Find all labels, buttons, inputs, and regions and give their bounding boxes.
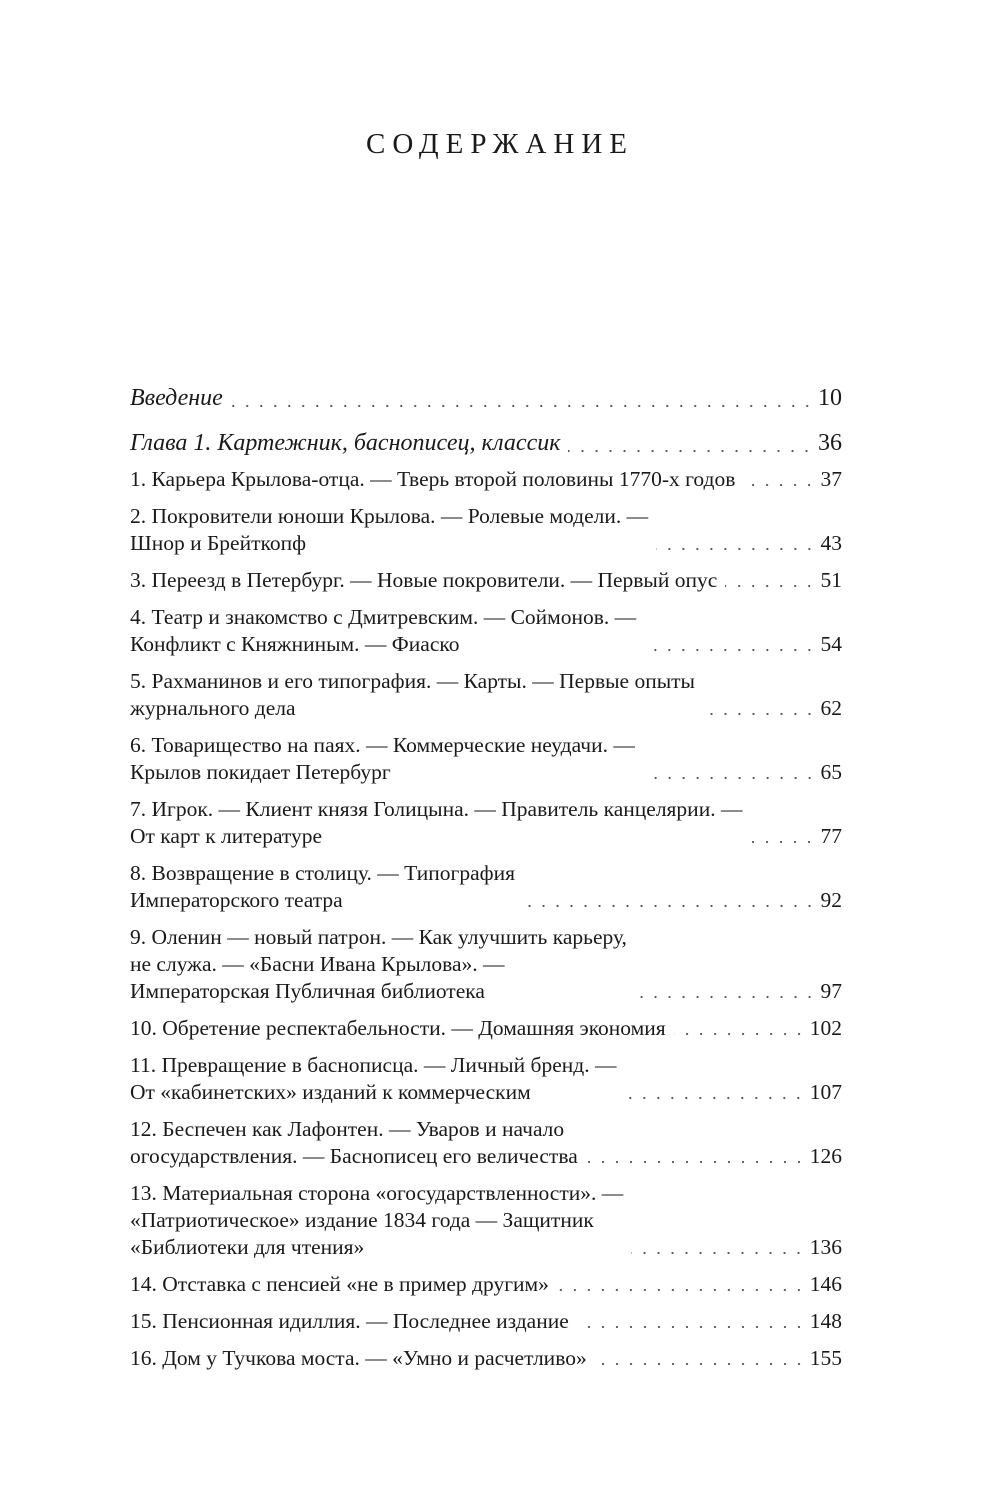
toc-page-number: 155	[809, 1346, 842, 1370]
toc-entry-section-13[interactable]	[130, 1180, 842, 1261]
toc-entry-section-8[interactable]	[130, 860, 842, 914]
toc-entry-title: Глава 1. Картежник, баснописец, классик	[130, 430, 561, 456]
toc-entry-title: 1. Карьера Крылова-отца. — Тверь второй половины 1770-х годов	[130, 467, 736, 491]
table-of-contents	[130, 380, 842, 1382]
page-title: СОДЕРЖАНИЕ	[366, 128, 634, 160]
toc-entry-section-16[interactable]	[130, 1345, 842, 1372]
toc-page-number: 10	[818, 385, 842, 411]
toc-page-number: 77	[820, 824, 842, 848]
toc-entry-title: 3. Переезд в Петербург. — Новые покровители. — Первый опус	[130, 568, 718, 592]
dot-leader	[523, 881, 817, 908]
toc-entry-title: 8. Возвращение в столицу. — Типография Императорского театра	[130, 861, 515, 912]
toc-entry-section-1[interactable]	[130, 466, 842, 493]
dot-leader	[568, 417, 814, 453]
toc-entry-section-6[interactable]	[130, 732, 842, 786]
dot-leader	[231, 372, 814, 408]
dot-leader	[643, 753, 817, 780]
toc-entry-section-2[interactable]	[130, 503, 842, 557]
dot-leader	[743, 460, 816, 487]
toc-page-number: 37	[820, 467, 842, 491]
dot-leader	[631, 1228, 806, 1255]
dot-leader	[674, 1009, 806, 1036]
toc-page-number: 54	[820, 632, 842, 656]
toc-entry-title: 15. Пенсионная идиллия. — Последнее издание	[130, 1309, 569, 1333]
toc-page-number: 51	[820, 568, 842, 592]
toc-page-number: 62	[820, 696, 842, 720]
dot-leader	[725, 561, 816, 588]
dot-leader	[595, 1339, 806, 1366]
toc-page-number: 107	[809, 1080, 842, 1104]
toc-entry-title: 6. Товарищество на паях. — Коммерческие неудачи. — Крылов покидает Петербург	[130, 733, 635, 784]
toc-entry-title: 9. Оленин — новый патрон. — Как улучшить карьеру, не служа. — «Басни Ивана Крылова». — Императорская Публичная библиотека	[130, 925, 627, 1003]
toc-page-number: 65	[820, 760, 842, 784]
toc-entry-title: 10. Обретение респектабельности. — Домашняя экономия	[130, 1016, 666, 1040]
toc-page-number: 136	[809, 1235, 842, 1259]
toc-page-number: 43	[820, 531, 842, 555]
toc-entry-title: Введение	[130, 385, 223, 411]
dot-leader	[644, 625, 816, 652]
toc-entry-section-14[interactable]	[130, 1271, 842, 1298]
dot-leader	[624, 1073, 805, 1100]
toc-entry-title: 5. Рахманинов и его типография. — Карты. — Первые опыты журнального дела	[130, 669, 696, 720]
toc-page-number: 126	[809, 1144, 842, 1168]
toc-entry-title: 2. Покровители юноши Крылова. — Ролевые модели. — Шнор и Брейткопф	[130, 504, 649, 555]
dot-leader	[577, 1302, 806, 1329]
toc-page-number: 146	[809, 1272, 842, 1296]
toc-entry-title: 16. Дом у Тучкова моста. — «Умно и расчетливо»	[130, 1346, 587, 1370]
toc-entry-title: 14. Отставка с пенсией «не в пример другим»	[130, 1272, 549, 1296]
dot-leader	[656, 524, 816, 551]
toc-entry-section-4[interactable]	[130, 604, 842, 658]
toc-page-number: 148	[809, 1309, 842, 1333]
toc-entry-title: 11. Превращение в баснописца. — Личный бренд. — От «кабинетских» изданий к коммерческим	[130, 1053, 617, 1104]
toc-entry-section-9[interactable]	[130, 924, 842, 1005]
toc-entry-section-12[interactable]	[130, 1116, 842, 1170]
toc-entry-section-3[interactable]	[130, 567, 842, 594]
toc-entry-section-5[interactable]	[130, 668, 842, 722]
toc-entry-title: 7. Игрок. — Клиент князя Голицына. — Правитель канцелярии. — От карт к литературе	[130, 797, 743, 848]
toc-entry-title: 12. Беспечен как Лафонтен. — Уваров и начало огосударствления. — Баснописец его величества	[130, 1117, 578, 1168]
toc-page-number: 92	[820, 888, 842, 912]
toc-page-number: 102	[809, 1016, 842, 1040]
dot-leader	[635, 972, 817, 999]
dot-leader	[557, 1265, 806, 1292]
toc-entry-section-10[interactable]	[130, 1015, 842, 1042]
toc-entry-title: 13. Материальная сторона «огосударствленности». — «Патриотическое» издание 1834 года — Защитник «Библиотеки для чтения»	[130, 1181, 624, 1259]
dot-leader	[586, 1137, 806, 1164]
toc-page-number: 97	[820, 979, 842, 1003]
toc-entry-chapter-1[interactable]	[130, 425, 842, 461]
toc-entry-title: 4. Театр и знакомство с Дмитревским. — Соймонов. — Конфликт с Княжниным. — Фиаско	[130, 605, 637, 656]
toc-section-list	[130, 466, 842, 1372]
toc-page-number: 36	[818, 430, 842, 456]
dot-leader	[750, 817, 816, 844]
toc-entry-section-15[interactable]	[130, 1308, 842, 1335]
dot-leader	[703, 689, 816, 716]
toc-entry-introduction[interactable]	[130, 380, 842, 416]
toc-entry-section-11[interactable]	[130, 1052, 842, 1106]
toc-entry-section-7[interactable]	[130, 796, 842, 850]
